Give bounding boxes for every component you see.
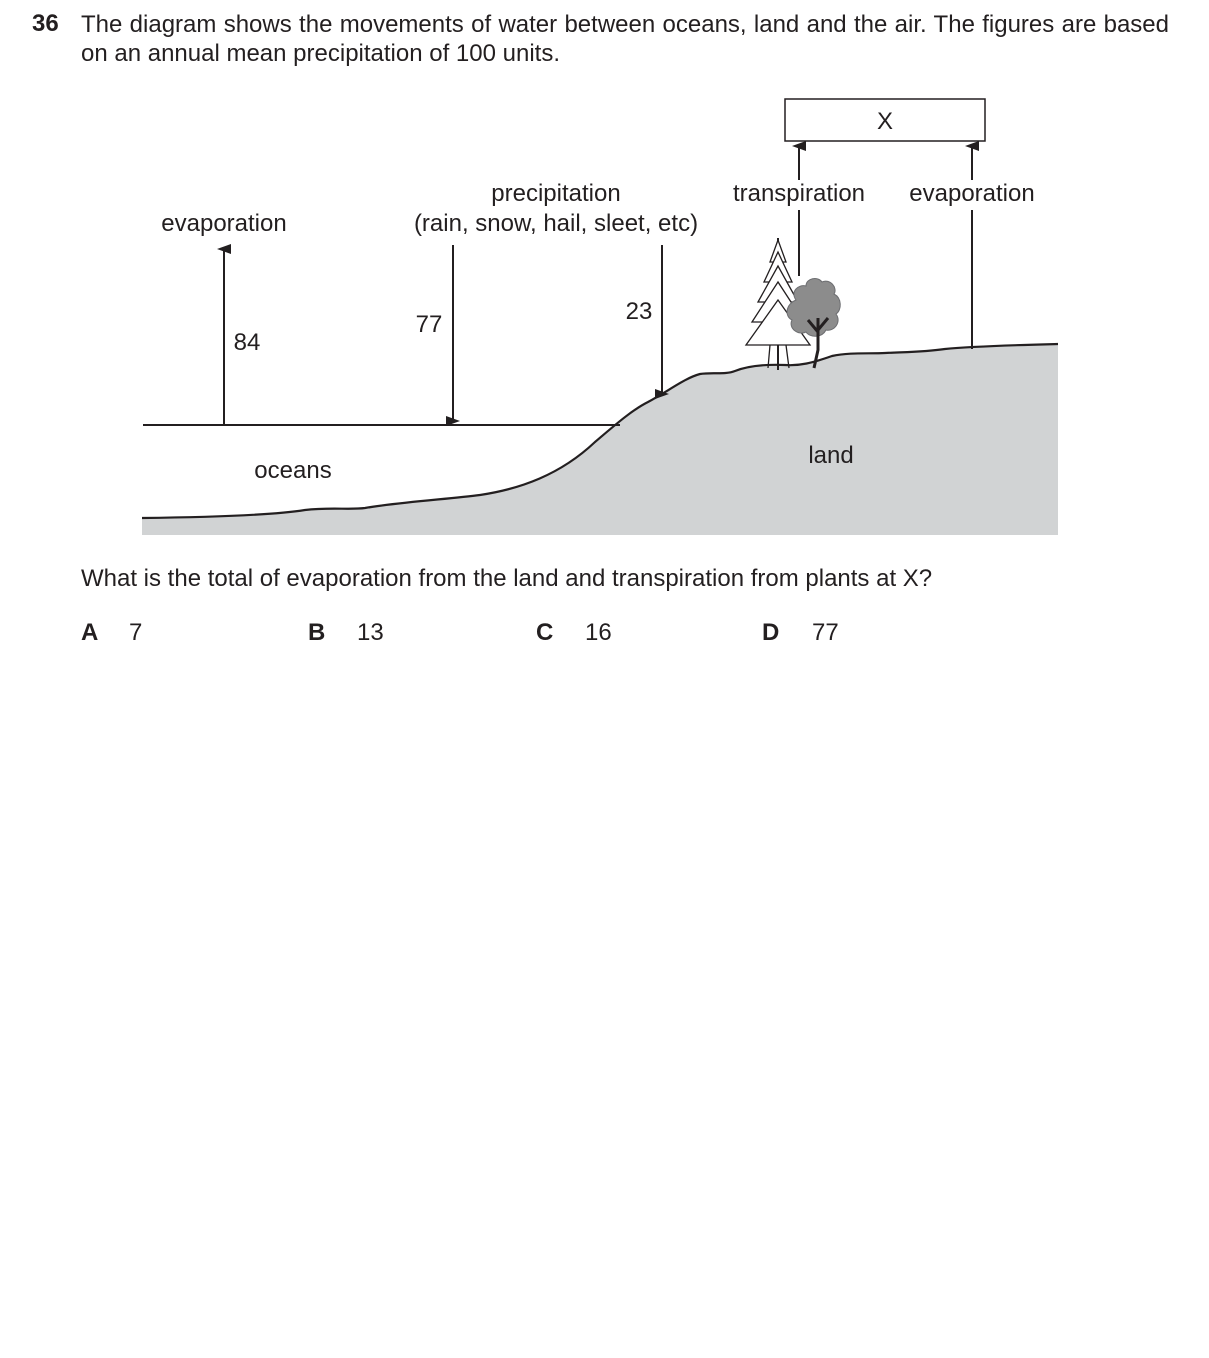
option-a-letter: A [81, 619, 99, 646]
option-c-letter: C [536, 619, 554, 646]
option-c-value: 16 [585, 619, 612, 646]
transpiration-label: transpiration [732, 180, 866, 207]
deciduous-tree-icon [787, 279, 840, 368]
land-mass [142, 344, 1058, 535]
option-a-value: 7 [129, 619, 143, 646]
x-box-label: X [876, 108, 894, 135]
precipitation-label: precipitation [491, 180, 621, 207]
land-precipitation-value: 23 [625, 298, 653, 325]
question-number: 36 [32, 10, 59, 37]
water-cycle-diagram [0, 0, 1209, 560]
land-evaporation-label: evaporation [909, 180, 1035, 207]
ocean-evaporation-label: evaporation [161, 210, 287, 237]
precipitation-types-label: (rain, snow, hail, sleet, etc) [413, 210, 699, 237]
ocean-precipitation-value: 77 [415, 311, 443, 338]
option-d-letter: D [762, 619, 780, 646]
option-d-value: 77 [812, 619, 839, 646]
option-b-letter: B [308, 619, 326, 646]
oceans-label: oceans [254, 457, 332, 484]
land-label: land [808, 442, 854, 469]
question-stem: The diagram shows the movements of water between oceans, land and the air. The figures are based on an annual mean precipitation of 100 units. [81, 11, 1169, 67]
question-prompt: What is the total of evaporation from the land and transpiration from plants at X? [81, 565, 933, 592]
option-b-value: 13 [357, 619, 384, 646]
ocean-evaporation-value: 84 [233, 329, 261, 356]
